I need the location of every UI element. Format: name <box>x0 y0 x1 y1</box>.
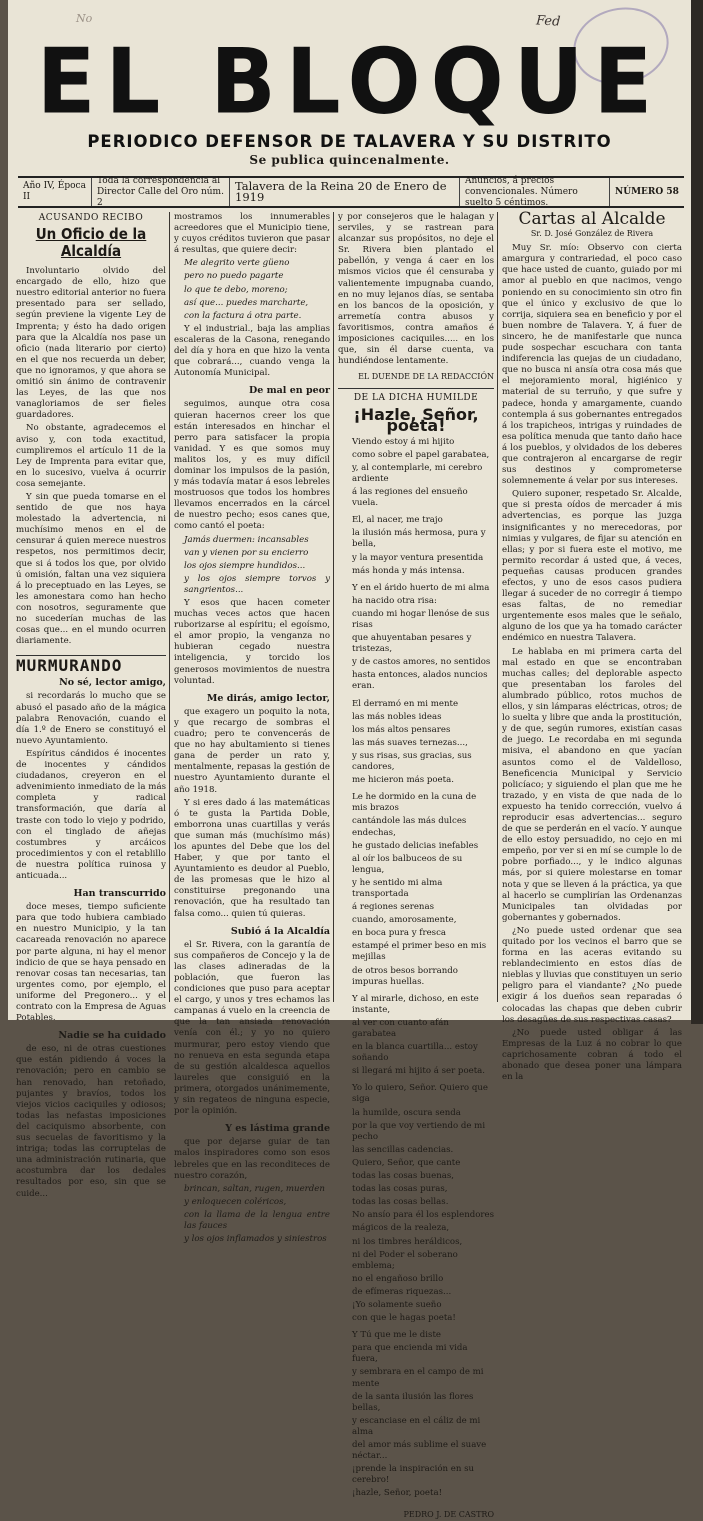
poem-line: á regiones serenas <box>352 902 434 913</box>
poem-line: El, al nacer, me trajo <box>352 515 443 526</box>
poem-line: Viendo estoy á mi hijito <box>352 436 455 447</box>
poem-line: las más nobles ideas <box>352 711 442 722</box>
poem-line: me hicieron más poeta. <box>352 775 454 786</box>
poem-line: todas las cosas buenas, <box>352 1171 454 1182</box>
verse-line: con la llama de la lengua entre las fauces <box>184 1209 330 1231</box>
paragraph: ¿No puede usted obligar á las Empresas de la Luz á no cobrar lo que caprichosamente cobran á todo el abonado que desea poner una lámpara en la <box>502 1027 682 1083</box>
paragraph: y por consejeros que le halagan y serviles, y se rastrean para alcanzar sus propósitos, no deje el Sr. Rivera bien plantado el pabellón, y venga á caer en los mismos vicios que él censuraba y valientemente impugnaba cuando, en no muy lejanos días, se sentaba en los bancos de la oposición, y arremetía contra abusos y favoritismos, contra amaños é imposiciones caciquiles..... en los que, sin él darse cuenta, va hundiéndose lentamente. <box>338 212 494 367</box>
paragraph: Y sin que pueda tomarse en el sentido de que nos haya molestado la advertencia, ni muchísimo menos en el de censurar á quien merece nuestros respetos, nos permitimos decir, que si á todos los que, por olvido ú omisión, faltan una vez siquiera á lo preceptuado en las Leyes, se les amonestara como han hecho con nosotros, seguramente que no sucederían muchas de las cosas que... en el mundo ocurren diariamente. <box>16 491 166 647</box>
poem-line: cuando mi hogar llenóse de sus risas <box>352 608 490 630</box>
poem-line: del amor más sublime el suave néctar... <box>352 1440 487 1462</box>
paragraph: doce meses, tiempo suficiente para que todo hubiera cambiado en nuestro Municipio, y la tan cacareada renovación no aparece por parte alguna, ni hay el menor indicio de que se haya pensado en renovar cosas tan necesarias, tan urgentes como, por ejemplo, el uniforme del Pregonero... y el contrato con la Empresa de Aguas Potables. <box>16 902 166 1024</box>
poem-line: y he sentido mi alma transportada <box>352 877 443 899</box>
poem-kicker: DE LA DICHA HUMILDE <box>353 393 479 404</box>
poem-line: hasta entonces, alados nuncios eran. <box>352 670 488 692</box>
poem-line: ni del Poder el soberano emblema; <box>352 1249 458 1271</box>
poem-line: las sencillas cadencias. <box>352 1144 454 1155</box>
paragraph: si recordarás lo mucho que se abusó el pasado año de la mágica palabra Renovación, cuando el día 1.º de Enero se constituyó el nuevo Ayuntamiento. <box>16 691 166 746</box>
section-title: MURMURANDO <box>16 655 166 671</box>
poem-line: ¡Yo solamente sueño <box>352 1299 442 1310</box>
poem-line: de la santa ilusión las flores bellas, <box>352 1391 474 1413</box>
article-kicker: ACUSANDO RECIBO <box>38 213 144 223</box>
letters-byline: Sr. D. José González de Rivera <box>530 229 654 239</box>
verse-line: van y vienen por su encierro <box>184 547 309 558</box>
poem-line: cuando, amorosamente, <box>352 915 457 926</box>
poem-line: ni los timbres heráldicos, <box>352 1236 463 1247</box>
paragraph: Muy Sr. mío: Observo con cierta amargura y contrariedad, el poco caso que hace usted de cuanto, guiado por mi amor al pueblo en que nacimos, vengo poniendo en su conocimiento sin otro fin que el único y exclusivo de que lo corrija, siquiera sea en beneficio y por el buen nombre de Talavera. Y, á fuer de sincero, he de manifestarle que nunca pude sospechar escuchara con tanta indiferencia las quejas de un ciudadano, que no busca ni ansía otra cosa más que el mejoramiento moral, higiénico y material de su terruño, y que sufre y padece, honda y amargamente, cuando contempla á sus gobernantes entregados á los trapicheos, intrigas y ruindades de esa política menuda que tanto daño hace á los pueblos, y olvidados de los deberes que contrajeron al encargarse de regir sus destinos y comprometerse solemnemente á velar por sus intereses. <box>502 243 682 487</box>
poem-line: cantándole las más dulces endechas, <box>352 816 467 838</box>
subheading: De mal en peor <box>248 385 330 397</box>
poem-line: que ahuyentaban pesares y tristezas, <box>352 633 472 655</box>
divider <box>338 388 494 389</box>
newspaper-title: EL BLOQUE <box>36 29 663 135</box>
poem-line: no el engañoso brillo <box>352 1273 444 1284</box>
column-2 <box>174 212 330 1245</box>
poem-line: todas las cosas puras, <box>352 1184 448 1195</box>
poem-line: en boca pura y fresca <box>352 928 447 939</box>
column-3 <box>338 212 495 1520</box>
newspaper-page <box>8 0 691 1520</box>
poem-line: he gustado delicias inefables <box>352 840 479 851</box>
handwritten-annotation: Fed <box>535 13 561 30</box>
poem-line: Y Tú que me le diste <box>352 1330 441 1341</box>
paragraph: Espíritus cándidos é inocentes de inocentes y cándidos ciudadanos, creyeron en el advenimiento inmediato de la más completa y radical transformación, que daría al traste con todo lo viejo y podrido, con el tinglado de añejas costumbres y arcáicos procedimientos y con el retablillo de nuestra política ruinosa y anticuada... <box>16 748 166 881</box>
issue-date: Talavera de la Reina 20 de Enero de 1919 <box>230 178 460 206</box>
scan-border <box>691 0 703 1024</box>
poem-line: No ansío para él los esplendores <box>352 1210 495 1221</box>
poem-line: Quiero, Señor, que cante <box>352 1157 461 1168</box>
info-bar <box>18 176 684 208</box>
poem-line: á las regiones del ensueño vuela. <box>352 487 468 509</box>
column-rule <box>497 212 498 1002</box>
poem-body <box>338 437 494 1506</box>
paragraph: ¿No puede usted ordenar que sea quitado por los vecinos el barro que se forma en las aceras evitando su reblandecimiento en estos días de nieblas y lluvias que constituyen un serio peligro para el viandante? ¿No puede exigir á los dueños sean reparadas ó colocadas las chapas que deben cubrir los desagües de sus respectivas casas? <box>502 925 682 1025</box>
subheading: No sé, lector amigo, <box>59 677 166 689</box>
verse-line: y enloquecen coléricos, <box>184 1196 287 1207</box>
poem-line: y sus risas, sus gracias, sus candores, <box>352 750 472 773</box>
paragraph: Quiero suponer, respetado Sr. Alcalde, que si presta oídos de mercader á mis advertencias, es porque las juzga insignificantes y no merecedoras, por nimias y vulgares, de fijar su atención en ellas; y por si fuera este el motivo, me permito recordar á usted que, á veces, pequeñas causas producen grandes efectos, y uno de esos casos pudiera llegar á suceder de no corregir á tiempo esas faltas, de no remediar urgentemente esos males que le señalo, alguno de los que ya ha tomado carácter endémico en nuestra Talavera. <box>502 489 682 644</box>
poem-line: para que encienda mi vida fuera, <box>352 1343 468 1365</box>
poem-line: de efímeras riquezas... <box>352 1286 452 1297</box>
paragraph: Y si eres dado á las matemáticas ó te gusta la Partida Doble, emborrona unas cuartillas y verás que suman más (muchísimo más) los apuntes del Debe que los del Haber, y que por tanto el Ayuntamiento es deudor al Pueblo, de las promesas que le hizo al constituirse pregonando una renovación, que ha resultado tan falsa como... quien tú quieras. <box>174 797 330 919</box>
poem-line: y escanciase en el cáliz de mi alma <box>352 1415 481 1437</box>
paragraph: que exagero un poquito la nota, y que recargo de sombras el cuadro; pero te convencerás de que no hay abultamiento si tienes gana de perder un rato y, mentalmente, repasas la gestión de nuestro Ayuntamiento durante el año 1918. <box>174 706 330 795</box>
correspondence-info: Toda la correspondencia al Director Calle del Oro núm. 2 <box>92 178 230 206</box>
poem-line: las más suaves ternezas..., <box>352 737 468 748</box>
poem-line: ¡prende la inspiración en su cerebro! <box>352 1464 475 1486</box>
poem-line: ¡hazle, Señor, poeta! <box>352 1488 443 1499</box>
verse-line: lo que te debo, moreno; <box>184 284 288 295</box>
pencil-annotation: No <box>76 12 93 25</box>
subheading: Me dirás, amigo lector, <box>206 692 330 704</box>
poem-line: en la blanca cuartilla... estoy soñando <box>352 1042 478 1064</box>
poem-line: la ilusión más hermosa, pura y bella, <box>352 528 486 550</box>
letters-headline: Cartas al Alcalde <box>518 209 666 229</box>
poem-line: y la mayor ventura presentida <box>352 552 484 563</box>
paragraph: de eso, ni de otras cuestiones que están pidiendo á voces la renovación; pero en cambio se han renovado, han retoñado, pujantes y bravíos, todos los viejos vicios caciquiles y odiosos; todas las nefastas imposiciones del caciquismo absorbente, con sus secuelas de favoritismo y la intriga; todas las corruptelas de una administración rutinaria, que acostumbra dar los dedales resultados por eso, sin que se cuide... <box>16 1044 166 1199</box>
article-headline: Un Oficio de la Alcaldía <box>35 225 147 261</box>
article-signature: EL DUENDE DE LA REDACCIÓN <box>358 372 494 382</box>
subheading: Subió á la Alcaldía <box>230 925 330 937</box>
poem-line: mágicos de la realeza, <box>352 1223 450 1234</box>
poem-line: como sobre el papel garabatea, <box>352 449 490 460</box>
poem-line: al oír los balbuceos de su lengua, <box>352 853 463 875</box>
poem-line: estampé el primer beso en mis mejillas <box>352 941 487 963</box>
issue-number: NÚMERO 58 <box>615 186 679 197</box>
poem-line: ha nacido otra risa: <box>352 595 437 606</box>
poem-line: y, al contemplarle, mi cerebro ardiente <box>352 462 483 484</box>
poem-line: con que le hagas poeta! <box>352 1313 456 1324</box>
poem-line: Y en el árido huerto de mi alma <box>352 582 490 593</box>
verse-line: con la factura á otra parte. <box>184 310 302 321</box>
column-rule <box>333 212 334 1002</box>
subheading: Y es lástima grande <box>225 1123 330 1135</box>
verse-line: Jamás duermen: incansables <box>184 534 309 545</box>
stanza-gap <box>338 1501 494 1505</box>
issue-info: Año IV, Época II <box>18 178 92 206</box>
verse-line: y los ojos inflamados y siniestros <box>184 1234 327 1245</box>
verse-line: brincan, saltan, rugen, muerden <box>184 1183 325 1194</box>
paragraph: No obstante, agradecemos el aviso y, con toda exactitud, cumpliremos el artículo 11 de la Ley de Imprenta para evitar que, en lo sucesivo, vuelva á ocurrir cosa semejante. <box>16 423 166 489</box>
subheading: Nadie se ha cuidado <box>58 1030 166 1042</box>
verse-line: los ojos siempre hundidos... <box>184 560 306 571</box>
verse-line: pero no puedo pagarte <box>184 271 284 282</box>
paragraph: Y el industrial., baja las amplias escaleras de la Casona, renegando del día y hora en que hizo la venta que cobrará..., cuando venga la Autonomía Municipal. <box>174 323 330 379</box>
poem-title: ¡Hazle, Señor, poeta! <box>353 404 479 435</box>
poem-line: al ver con cuanto afán garabatea <box>352 1017 449 1039</box>
paragraph: el Sr. Rivera, con la garantía de sus compañeros de Concejo y la de las clases adineradas de la población, que fueron las condiciones que puso para aceptar el cargo, y unos y tres echamos las campanas á vuelo en la creencia de que la tan ansiada renovación venía con él.; y yo no quiero murmurar, pero estoy viendo que no renueva en esta segunda etapa de su gestión alcaldesca aquellos laureles que consiguió en la primera, otorgados unánimemente, y sin regateos de ninguna especie, por la opinión. <box>174 939 330 1117</box>
poem-line: la humilde, oscura senda <box>352 1107 461 1118</box>
poem-line: Le he dormido en la cuna de mis brazos <box>352 792 477 814</box>
poem-line: y sembrara en el campo de mi mente <box>352 1367 484 1389</box>
paragraph: Le hablaba en mi primera carta del mal estado en que se encontraban muchas calles; del deplorable aspecto que presentaban los faroles del alumbrado público, rotos muchos de ellos, y sin lámparas eléctricas, otros; de lo suelta y libre que anda la prostitución, y de que, según rumores, existían casas de juego. Le recordaba en mi segunda misiva, el abandono en que yacían asuntos como el de Valdelloso, Beneficencia Municipal y Servicio policíaco; y siguiendo el plan que me he trazado, y en vista de que nada de lo expuesto ha tenido corrección, vuelvo á reproducir esas advertencias... seguro de que se perderán en el vacío. Y aunque de ello estoy persuadido, no cejo en mi empeño, por ver si en mí se cumple lo de pobre porfiado..., y le indico algunas más, por si quiere molestarse en tomar nota y que se lleven á la práctica, ya que al hacerlo se cumplirían las Ordenanzas Municipales tan olvidadas por gobernantes y gobernados. <box>502 646 682 923</box>
paragraph: Involuntario olvido del encargado de ello, hizo que nuestro editorial anterior no fuera presentado para ser sellado, según previene la vigente Ley de Imprenta; y ésto ha dado origen para que la Alcaldía nos pase un oficio (nada literario por cierto) en el que nos recuerda un deber, que no ignoramos, y que ahora se omitió sin ánimo de contravenir las Leyes, de las que nos vanagloriamos de ser fieles guardadores. <box>16 266 166 421</box>
poem-line: Y al mirarle, dichoso, en este instante, <box>352 993 479 1015</box>
poem-line: Yo lo quiero, Señor. Quiero que siga <box>352 1083 488 1105</box>
poem-line: de otros besos borrando impuras huellas. <box>352 965 458 987</box>
masthead <box>8 29 691 167</box>
column-rule <box>169 212 170 1002</box>
poem-line: más honda y más intensa. <box>352 565 465 576</box>
paragraph: que por dejarse guiar de tan malos inspiradores como son esos lebreles que en las reconditeces de nuestro corazón, <box>174 1137 330 1181</box>
verse-line: así que... puedes marcharte, <box>184 297 309 308</box>
poem-line: todas las cosas bellas. <box>352 1197 449 1208</box>
poem-line: y de castos amores, no sentidos <box>352 657 491 668</box>
ads-info: Anuncios, á precios convencionales. Número suelto 5 céntimos. <box>460 178 610 206</box>
poem-line: El derramó en mi mente <box>352 698 459 709</box>
verse-line: Me alegrito verte güeno <box>184 258 290 269</box>
column-1 <box>16 212 166 1199</box>
publication-frequency: Se publica quincenalmente. <box>249 153 450 167</box>
newspaper-subtitle: PERIODICO DEFENSOR DE TALAVERA Y SU DISTRITO <box>87 132 612 151</box>
poem-line: por la que voy vertiendo de mi pecho <box>352 1120 486 1142</box>
subheading: Han transcurrido <box>73 888 166 900</box>
paragraph: Y esos que hacen cometer muchas veces actos que hacen ruborizarse al espíritu; el egoísmo, el amor propio, la venganza no hubieran cegado nuestra inteligencia, y torcido los generosos movimientos de nuestra voluntad. <box>174 598 330 686</box>
poem-line: si llegará mi hijito á ser poeta. <box>352 1066 486 1077</box>
column-4 <box>502 209 682 1083</box>
poem-line: los más altos pensares <box>352 724 451 735</box>
verse-line: y los ojos siempre torvos y sangrientos... <box>184 573 330 595</box>
paragraph: seguimos, aunque otra cosa quieran hacernos creer los que están interesados en hinchar el perro para satisfacer la propia vanidad. Y es que somos muy malitos los, y es muy difícil dominar los impulsos de la pasión, y más todavía matar á esos lebreles mostruosos que todos los hombres llevamos encerrados en la cárcel de nuestro pecho; esos canes que, como cantó el poeta: <box>174 399 330 532</box>
poem-signature: PEDRO J. DE CASTRO <box>403 1510 494 1520</box>
paragraph: mostramos los innumerables acreedores que el Municipio tiene, y cuyos créditos tuvieron que pasar á resultas, que quiere decir: <box>174 212 330 256</box>
